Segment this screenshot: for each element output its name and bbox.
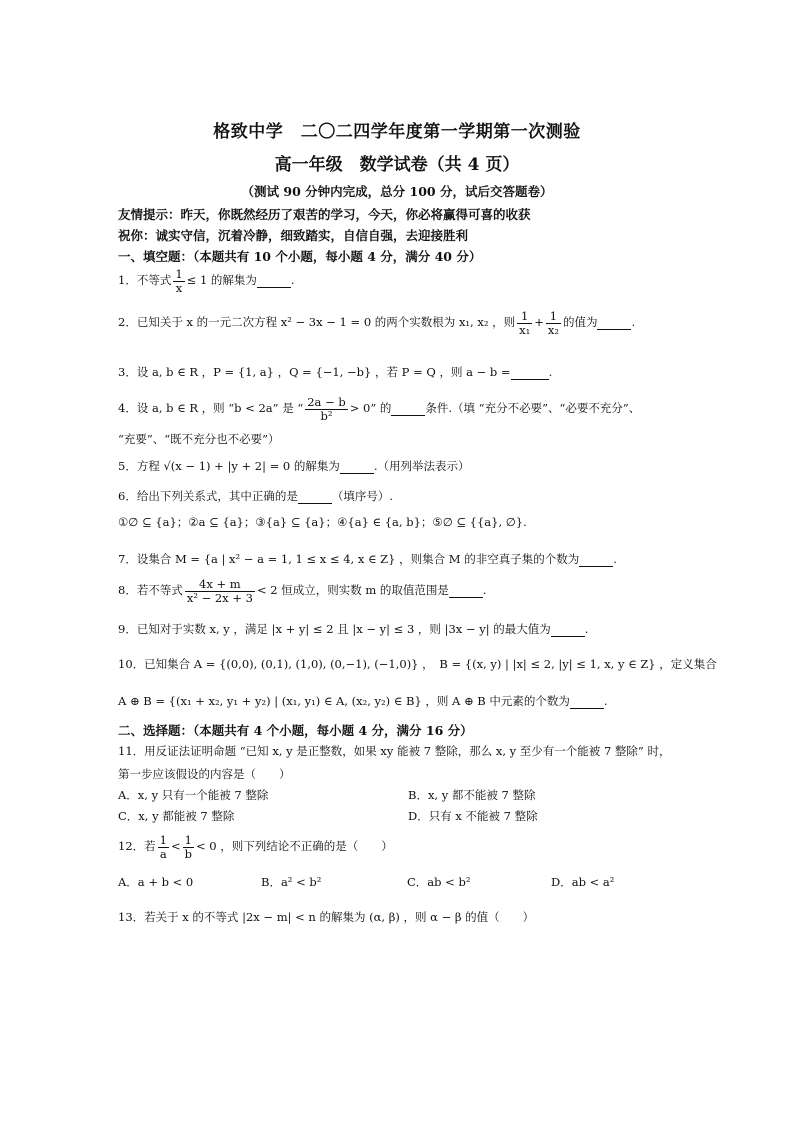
section-2-heading: 二、选择题：（本题共有 4 个小题，每小题 4 分，满分 16 分）	[118, 723, 473, 738]
question-4-text: 条件.（填 “充分不必要”、“必要不充分”、	[425, 401, 641, 416]
question-3-text: 3．设 a, b ∈ R ，P = {1, a} ，Q = {−1, −b} ，若 P = Q ，则 a − b =	[118, 365, 511, 379]
question-7-end: .	[613, 552, 617, 566]
question-11: 11．用反证法证明命题 “已知 x, y 是正整数，如果 xy 能被 7 整除，那么 x, y 至少有一个能被 7 整除” 时，	[118, 744, 671, 758]
question-8-fraction-num: 4x + m	[185, 578, 255, 592]
question-7	[118, 551, 617, 567]
question-4-prefix: 4．设 a, b ∈ R ，则 “b < 2a” 是 “	[118, 401, 304, 416]
question-12-text: < 0 ，则下列结论不正确的是（ ）	[195, 839, 393, 854]
question-12-fraction-2	[183, 834, 194, 860]
question-12-option-c[interactable]: C．ab < b²	[407, 875, 471, 889]
question-12-fraction-1-num: 1	[159, 833, 167, 847]
question-12-lt: <	[170, 839, 181, 854]
question-8	[118, 578, 487, 604]
friendly-tip: 友情提示：昨天，你既然经历了艰苦的学习，今天，你必将赢得可喜的收获	[118, 207, 531, 222]
answer-blank-7[interactable]	[579, 552, 613, 567]
exam-title: 格致中学 二〇二四学年度第一学期第一次测验	[213, 122, 581, 142]
question-3-end: .	[548, 365, 553, 379]
answer-blank-2[interactable]	[597, 315, 631, 330]
section-1-heading: 一、填空题：（本题共有 10 个小题，每小题 4 分，满分 40 分）	[118, 249, 482, 264]
question-6-options: ①∅ ⊆ {a}；②a ⊆ {a}；③{a} ⊆ {a}；④{a} ∈ {a, b}；⑤∅ ⊆ {{a}, ∅}.	[118, 515, 527, 529]
question-1-end: .	[290, 273, 295, 288]
question-1-fraction-num: 1	[175, 267, 183, 281]
question-10: 10．已知集合 A = {(0,0), (0,1), (1,0), (0,−1), (−1,0)} ， B = {(x, y) | |x| ≤ 2, |y| ≤ 1, x, y ∈ Z} ，定义集合	[118, 657, 717, 671]
question-9	[118, 621, 588, 637]
question-11-option-b[interactable]: B．x, y 都不能被 7 整除	[408, 788, 536, 802]
question-1-prefix: 1．不等式	[118, 273, 172, 288]
answer-blank-4[interactable]	[391, 401, 425, 416]
question-2-plus: +	[534, 315, 544, 330]
answer-blank-3[interactable]	[511, 365, 549, 380]
question-12-fraction-1	[158, 834, 169, 860]
answer-blank-9[interactable]	[551, 622, 585, 637]
question-9-text: 9．已知对于实数 x, y ，满足 |x + y| ≤ 2 且 |x − y| ≤ 3 ，则 |3x − y| 的最大值为	[118, 622, 551, 636]
answer-blank-6[interactable]	[298, 489, 332, 504]
question-1-fraction-den: x	[175, 280, 183, 295]
question-2-prefix: 2．已知关于 x 的一元二次方程 x² − 3x − 1 = 0 的两个实数根为 x₁, x₂ ，则	[118, 315, 516, 330]
question-12-prefix: 12．若	[118, 839, 156, 854]
answer-blank-1[interactable]	[257, 273, 291, 288]
exam-subtitle: 高一年级 数学试卷（共 4 页）	[274, 155, 520, 175]
question-1-text: ≤ 1 的解集为	[186, 273, 257, 288]
question-11-option-d[interactable]: D．只有 x 不能被 7 整除	[408, 809, 538, 823]
question-12-fraction-1-den: a	[159, 846, 167, 861]
question-5	[118, 458, 470, 474]
question-10-end: .	[603, 694, 608, 708]
question-3	[118, 364, 552, 380]
answer-blank-5[interactable]	[340, 459, 374, 474]
question-2	[118, 310, 635, 336]
question-12	[118, 834, 393, 860]
question-12-fraction-2-den: b	[184, 846, 192, 861]
question-8-text: < 2 恒成立，则实数 m 的取值范围是	[256, 583, 449, 598]
question-10-text: A ⊕ B = {(x₁ + x₂, y₁ + y₂) | (x₁, y₁) ∈ A, (x₂, y₂) ∈ B} ，则 A ⊕ B 中元素的个数为	[118, 694, 570, 708]
question-2-fraction-1-num: 1	[517, 310, 532, 324]
question-4-line-2: “充要”、“既不充分也不必要”）	[118, 432, 280, 446]
question-6-post: （填序号）.	[331, 489, 393, 503]
exam-note: （测试 90 分钟内完成，总分 100 分，试后交答题卷）	[241, 184, 553, 199]
question-6	[118, 488, 393, 504]
question-8-fraction-den: x² − 2x + 3	[186, 590, 253, 605]
question-4-fraction	[305, 396, 347, 422]
question-6-text: 6．给出下列关系式，其中正确的是	[118, 489, 298, 503]
question-7-text: 7．设集合 M = {a | x² − a = 1, 1 ≤ x ≤ 4, x ∈ Z} ，则集合 M 的非空真子集的个数为	[118, 552, 580, 566]
question-8-fraction	[185, 578, 255, 604]
question-1	[118, 268, 295, 294]
question-4-fraction-den: b²	[320, 408, 333, 423]
question-13: 13．若关于 x 的不等式 |2x − m| < n 的解集为 (α, β) ，则 α − β 的值（ ）	[118, 910, 535, 924]
question-2-end: .	[631, 315, 636, 330]
question-12-option-a[interactable]: A．a + b < 0	[118, 875, 194, 889]
question-1-fraction	[173, 268, 184, 294]
answer-blank-10[interactable]	[570, 694, 604, 709]
question-12-option-b[interactable]: B．a² < b²	[261, 875, 322, 889]
question-2-fraction-2	[546, 310, 561, 336]
question-4	[118, 396, 640, 422]
question-12-fraction-2-num: 1	[183, 834, 194, 848]
question-2-fraction-1	[517, 310, 532, 336]
answer-blank-8[interactable]	[449, 583, 483, 598]
wish-line: 祝你：诚实守信，沉着冷静，细致踏实，自信自强，去迎接胜利	[118, 228, 469, 243]
question-9-end: .	[584, 622, 589, 636]
question-5-post: .（用列举法表示）	[373, 459, 470, 473]
question-4-fraction-num: 2a − b	[307, 395, 346, 409]
question-4-mid: > 0” 的	[349, 401, 392, 416]
question-12-option-d[interactable]: D．ab < a²	[551, 875, 615, 889]
question-11-line-2: 第一步应该假设的内容是（ ）	[118, 767, 291, 781]
question-2-text: 的值为	[562, 315, 598, 330]
question-8-prefix: 8．若不等式	[118, 583, 183, 598]
question-8-end: .	[482, 583, 487, 598]
question-11-option-c[interactable]: C．x, y 都能被 7 整除	[118, 809, 235, 823]
question-2-fraction-2-num: 1	[546, 310, 561, 324]
question-5-text: 5．方程 √(x − 1) + |y + 2| = 0 的解集为	[118, 459, 340, 473]
question-2-fraction-2-den: x₂	[547, 322, 559, 337]
question-2-fraction-1-den: x₁	[519, 322, 531, 337]
question-10-line-2	[118, 693, 608, 709]
question-11-option-a[interactable]: A．x, y 只有一个能被 7 整除	[118, 788, 269, 802]
